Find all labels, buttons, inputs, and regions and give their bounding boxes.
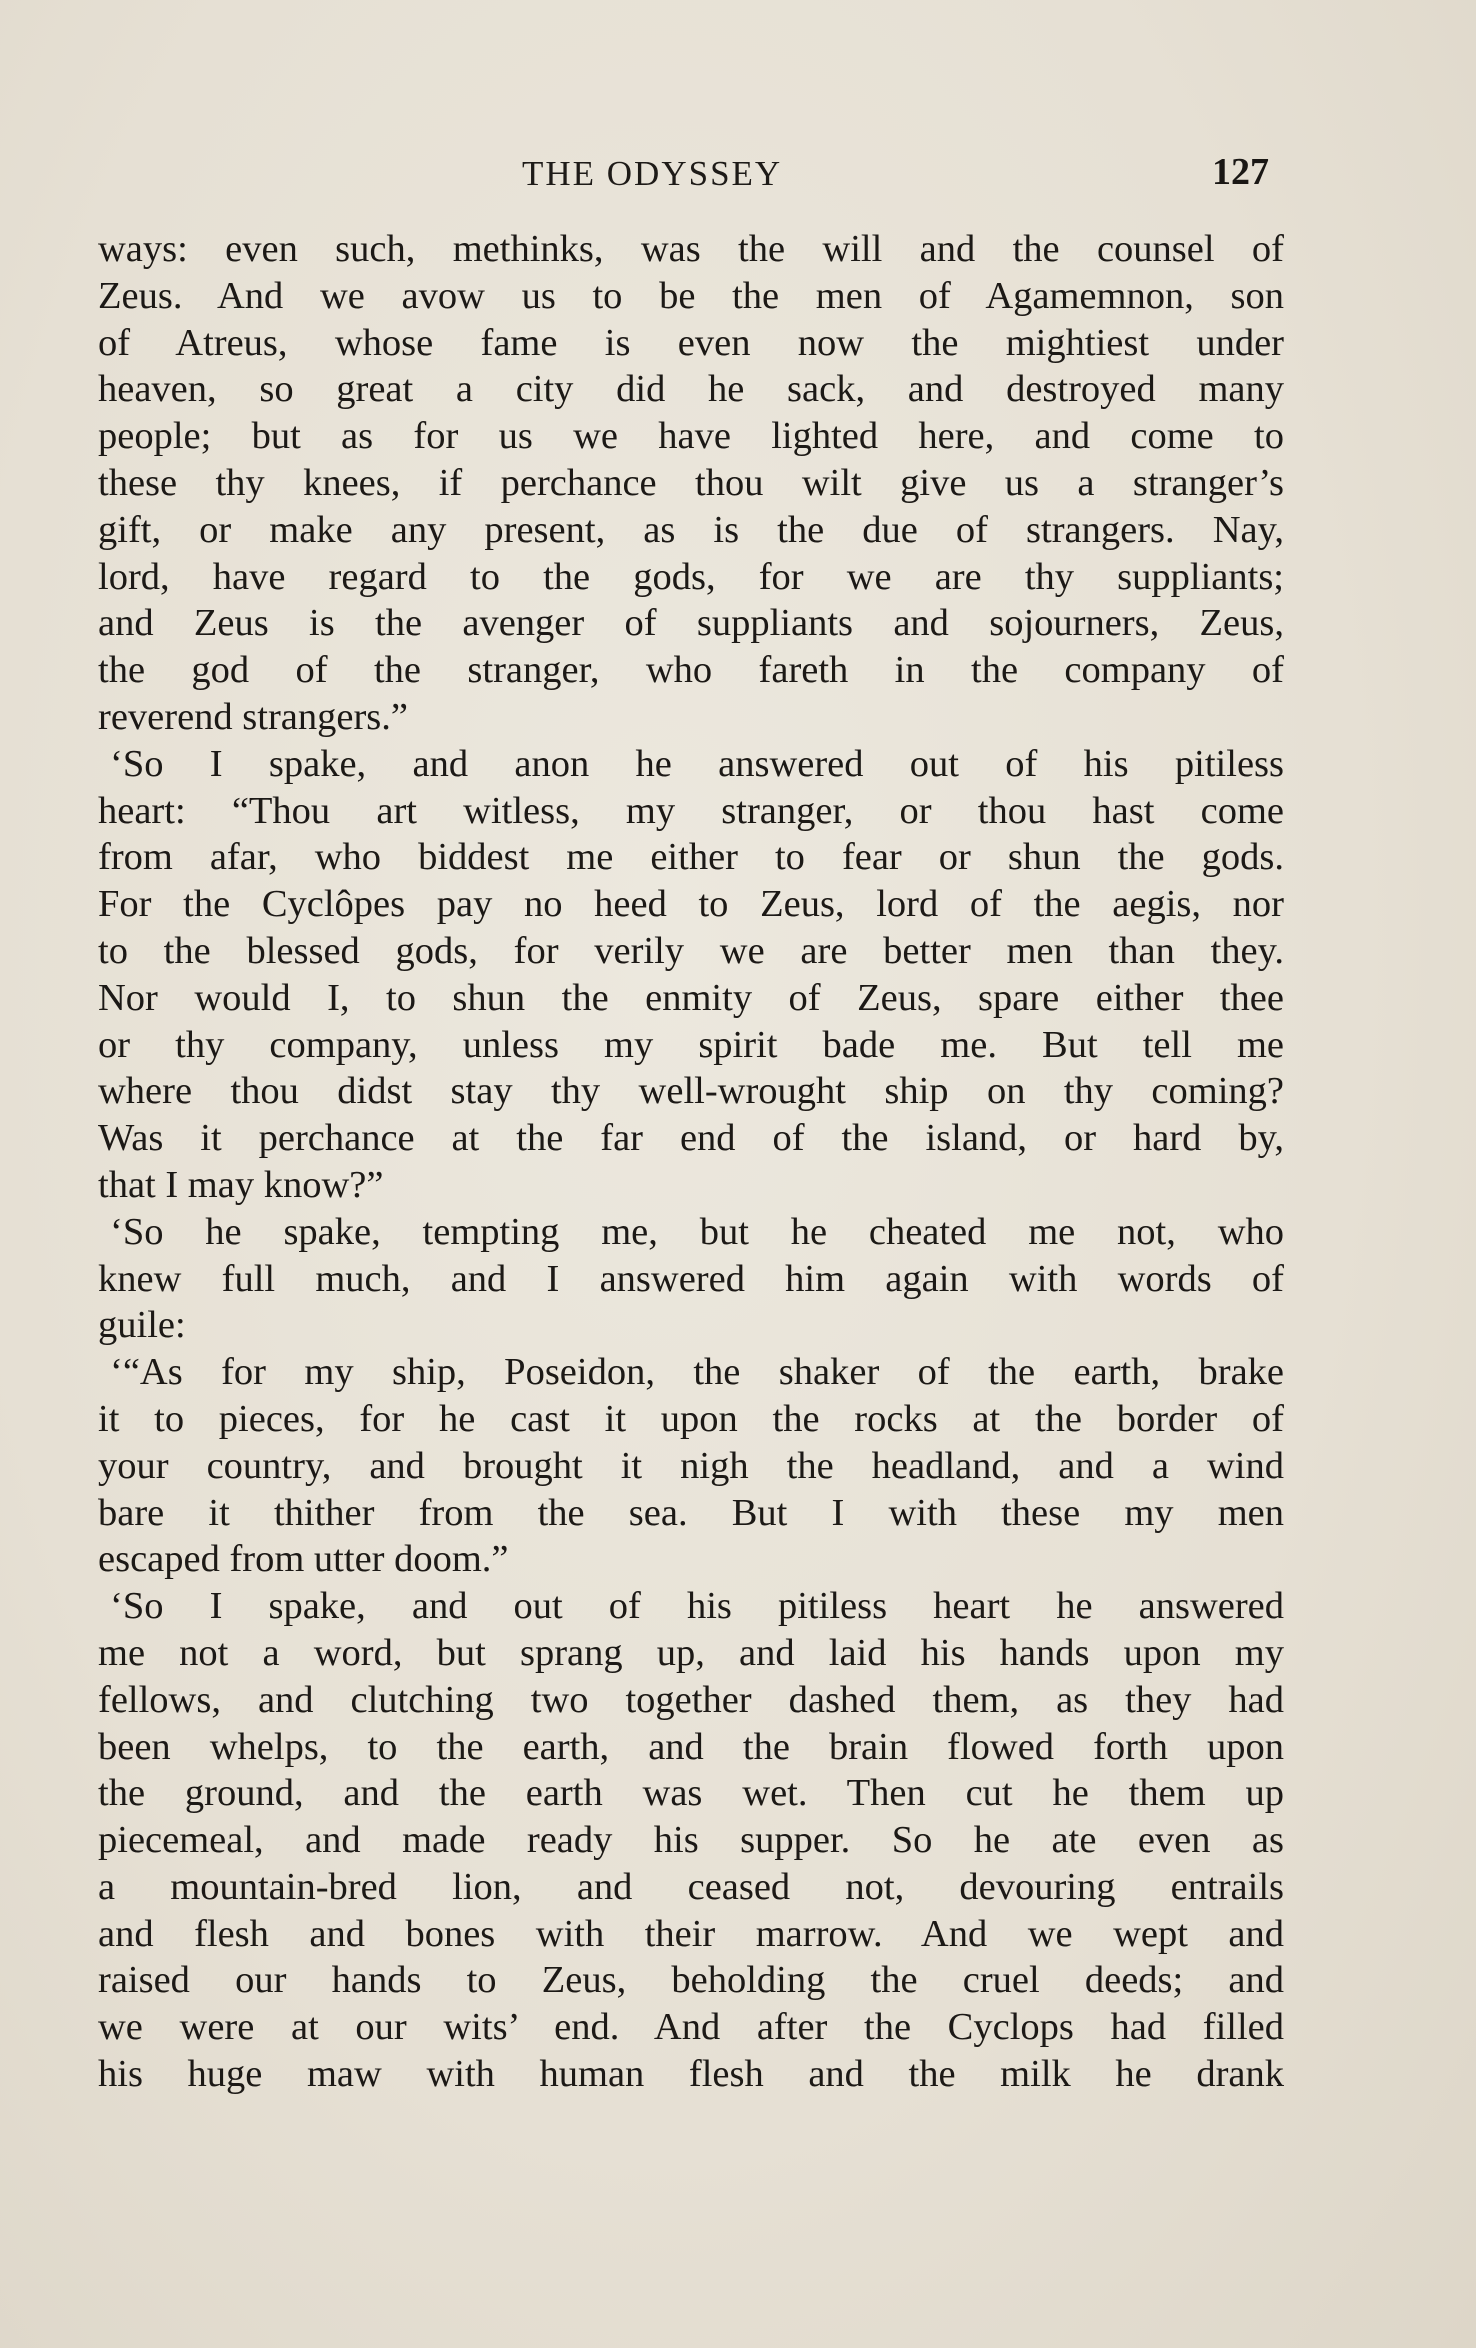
text-line: people; but as for us we have lighted here, and come to xyxy=(98,415,1284,458)
text-line: ‘So I spake, and out of his pitiless heart he answered xyxy=(110,1585,1284,1628)
text-line: Zeus. And we avow us to be the men of Agamemnon, son xyxy=(98,274,1284,317)
text-line: escaped from utter doom.” xyxy=(98,1538,509,1581)
text-line: knew full much, and I answered him again with words of xyxy=(98,1257,1284,1300)
text-line: me not a word, but sprang up, and laid his hands upon my xyxy=(98,1631,1284,1674)
text-line: that I may know?” xyxy=(98,1163,384,1206)
text-line: bare it thither from the sea. But I with these my men xyxy=(98,1491,1284,1534)
text-line: ‘“As for my ship, Poseidon, the shaker of the earth, brake xyxy=(110,1351,1284,1394)
text-line: and flesh and bones with their marrow. And we wept and xyxy=(98,1912,1284,1955)
text-line: from afar, who biddest me either to fear or shun the gods. xyxy=(98,836,1284,879)
body-text xyxy=(98,226,1284,2098)
text-line: to the blessed gods, for verily we are better men than they. xyxy=(98,929,1284,972)
running-head: THE ODYSSEY xyxy=(522,154,783,193)
text-line: of Atreus, whose fame is even now the mightiest under xyxy=(98,321,1284,364)
text-line: a mountain-bred lion, and ceased not, devouring entrails xyxy=(98,1865,1284,1908)
text-line: been whelps, to the earth, and the brain flowed forth upon xyxy=(98,1725,1284,1768)
text-line: lord, have regard to the gods, for we are thy suppliants; xyxy=(98,555,1284,598)
text-line: your country, and brought it nigh the headland, and a wind xyxy=(98,1444,1284,1487)
text-line: For the Cyclôpes pay no heed to Zeus, lord of the aegis, nor xyxy=(98,883,1284,926)
page-header xyxy=(0,152,1476,196)
text-line: Was it perchance at the far end of the island, or hard by, xyxy=(98,1117,1284,1160)
text-line: ‘So I spake, and anon he answered out of his pitiless xyxy=(110,742,1284,785)
text-line: or thy company, unless my spirit bade me. But tell me xyxy=(98,1023,1284,1066)
text-line: and Zeus is the avenger of suppliants and sojourners, Zeus, xyxy=(98,602,1284,645)
text-line: raised our hands to Zeus, beholding the cruel deeds; and xyxy=(98,1959,1284,2002)
text-line: guile: xyxy=(98,1304,186,1347)
text-line: Nor would I, to shun the enmity of Zeus, spare either thee xyxy=(98,976,1284,1019)
text-line: heart: “Thou art witless, my stranger, or thou hast come xyxy=(98,789,1284,832)
text-line: it to pieces, for he cast it upon the rocks at the border of xyxy=(98,1397,1284,1440)
text-line: ‘So he spake, tempting me, but he cheated me not, who xyxy=(110,1210,1284,1253)
text-line: piecemeal, and made ready his supper. So he ate even as xyxy=(98,1819,1284,1862)
text-line: gift, or make any present, as is the due of strangers. Nay, xyxy=(98,508,1284,551)
text-line: reverend strangers.” xyxy=(98,695,408,738)
text-line: where thou didst stay thy well-wrought ship on thy coming? xyxy=(98,1070,1284,1113)
text-line: the ground, and the earth was wet. Then cut he them up xyxy=(98,1772,1284,1815)
text-line: the god of the stranger, who fareth in the company of xyxy=(98,649,1284,692)
text-line: ways: even such, methinks, was the will and the counsel of xyxy=(98,228,1284,270)
text-line: fellows, and clutching two together dashed them, as they had xyxy=(98,1678,1284,1721)
text-line: we were at our wits’ end. And after the Cyclops had filled xyxy=(98,2006,1284,2049)
text-line: his huge maw with human flesh and the milk he drank xyxy=(98,2053,1284,2096)
text-line: heaven, so great a city did he sack, and destroyed many xyxy=(98,368,1284,411)
text-line: these thy knees, if perchance thou wilt give us a stranger’s xyxy=(98,461,1284,504)
page-number: 127 xyxy=(1212,151,1269,193)
